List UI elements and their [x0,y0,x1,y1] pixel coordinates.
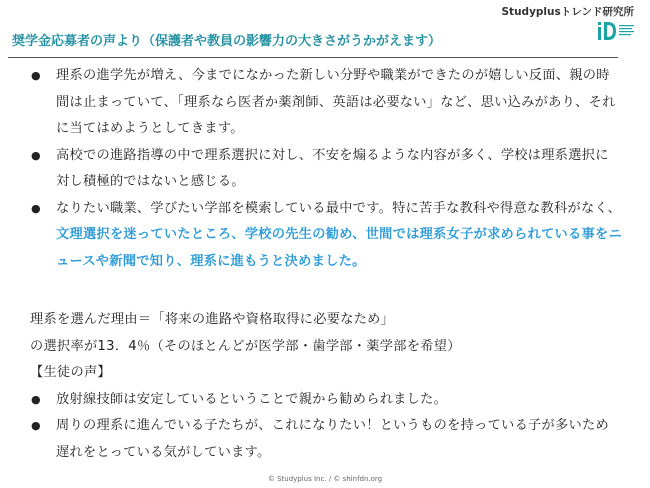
list-item: ● 周りの理系に進んでいる子たちが、これになりたい！というものを持っている子が多いため遅れをとっている気がしています。 [30,413,622,466]
list-item [30,196,622,276]
main-content [30,63,622,466]
highlighted-text: 文理選択を迷っていたところ、学校の先生の勧め、世間では理系女子が求められている事をニュースや新聞で知り、理系に進もうと決めました。 [56,227,622,269]
list-item: ● 放射線技師は安定しているということで親から勧められました。 [30,387,622,414]
student-voice-header: 【生徒の声】 [30,365,111,380]
copyright-footer: © Studyplus Inc. / © shinfdn.org [267,475,383,483]
header-divider [8,57,618,58]
student-voice-list [30,387,622,467]
reason-line-2: の選択率が13．4％（そのほとんどが医学部・歯学部・薬学部を希望） [30,338,461,354]
reason-line-1: 理系を選んだ理由＝「将来の進路や資格取得に必要なため」 [30,312,395,327]
concerns-list [30,63,622,275]
list-item: ● 理系の進学先が増え、今までになかった新しい分野や職業ができたのが嬉しい反面、親の時間は止まっていて、「理系なら医者か薬剤師、英語は必要ない」など、思い込みがあり、それに当てはめようとしてきます。 [30,63,622,143]
list-item: ● 高校での進路指導の中で理系選択に対し、不安を煽るような内容が多く、学校は理系選択に対し積極的ではないと感じる。 [30,143,622,196]
list-item-text: なりたい職業、学びたい学部を模索している最中です。特に苦手な教科や得意な教科がなく、 [56,200,622,216]
page-title: 奨学金応募者の声より（保護者や教員の影響力の大きさがうかがえます） [12,34,442,49]
brand-label: Studyplusトレンド研究所 [501,6,634,18]
foundation-logo-icon [596,20,636,42]
